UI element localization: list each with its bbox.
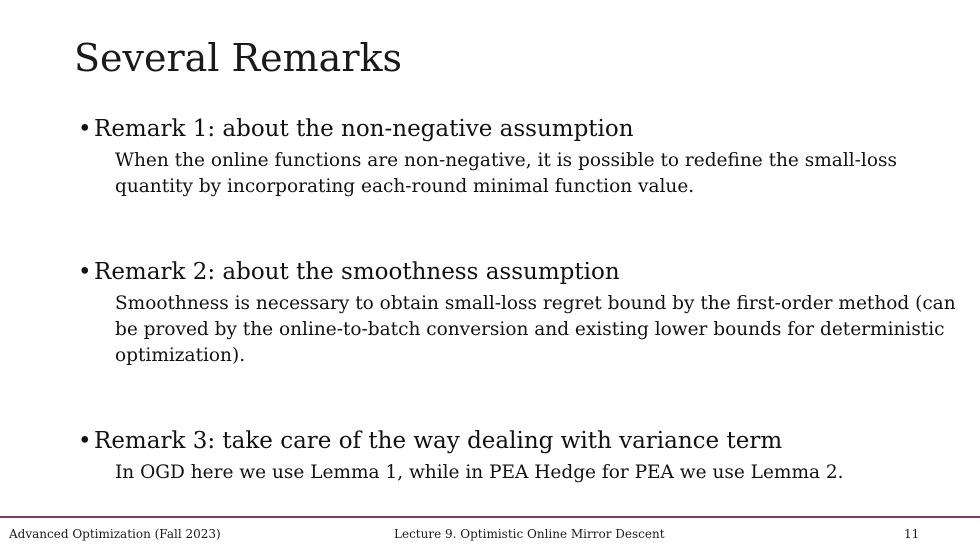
footer-page-number: 11 — [904, 527, 920, 541]
bullet-icon: • — [78, 116, 92, 142]
footer-divider — [0, 516, 980, 518]
bullet-icon: • — [78, 428, 92, 454]
remark-1 — [78, 114, 958, 200]
bullet-icon: • — [78, 259, 92, 285]
remark-body: Smoothness is necessary to obtain small-loss regret bound by the first-order method (can be proved by the online-to-batch conversion and existing lower bounds for deterministic optimization). — [115, 293, 956, 366]
remark-heading-text: Remark 2: about the smoothness assumption — [94, 259, 620, 285]
remark-body: When the online functions are non-negative, it is possible to redefine the small-loss quantity by incorporating each-round minimal function value. — [115, 150, 897, 197]
remark-heading-text: Remark 1: about the non-negative assumption — [94, 116, 634, 142]
remark-heading — [78, 114, 958, 144]
remark-heading — [78, 257, 958, 287]
remark-3 — [78, 426, 958, 486]
remark-heading-text: Remark 3: take care of the way dealing with variance term — [94, 428, 783, 454]
footer-lecture-title: Lecture 9. Optimistic Online Mirror Descent — [394, 527, 665, 541]
remark-heading — [78, 426, 958, 456]
footer-course: Advanced Optimization (Fall 2023) — [9, 527, 221, 541]
slide-title: Several Remarks — [74, 36, 403, 80]
remark-2 — [78, 257, 958, 369]
remark-body: In OGD here we use Lemma 1, while in PEA Hedge for PEA we use Lemma 2. — [115, 462, 844, 483]
